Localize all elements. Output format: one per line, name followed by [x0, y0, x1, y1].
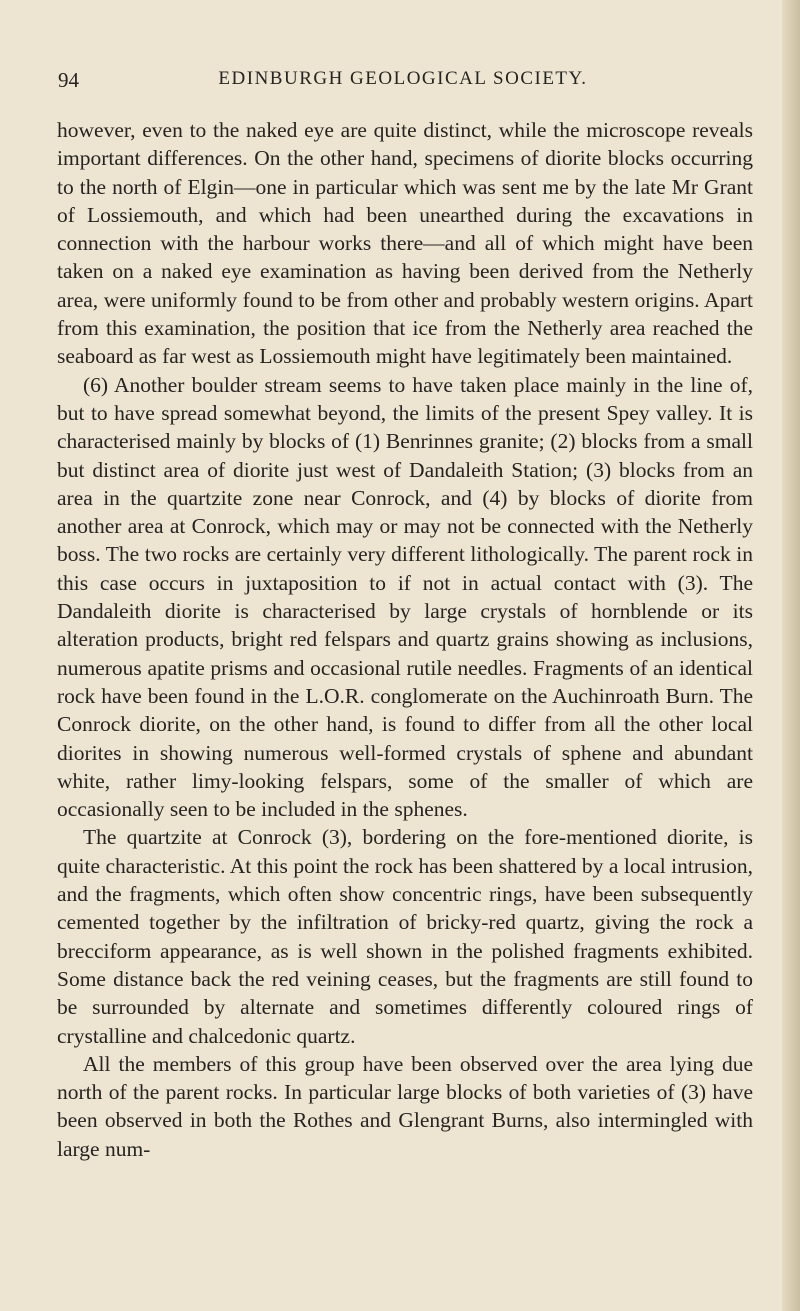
paragraph-quartzite: The quartzite at Conrock (3), bordering on the fore-mentioned diorite, is quite characteristic. At this point the rock has been shattered by a local intrusion, and the fragments, which often show concentric rings, have been subsequently cemented together by the infiltration of bricky-red quartz, giving the rock a brecciform appearance, as is well shown in the polished fragments exhibited. Some distance back the red veining ceases, but the fragments are still found to be surrounded by alternate and sometimes differently coloured rings of crystalline and chalcedonic quartz.	[57, 825, 753, 1048]
running-head: EDINBURGH GEOLOGICAL SOCIETY.	[218, 68, 588, 89]
body-text	[57, 116, 753, 1163]
page-header	[58, 68, 748, 98]
paragraph-group-members: All the members of this group have been observed over the area lying due north of the parent rocks. In particular large blocks of both varieties of (3) have been observed in both the Rothes and Glengrant Burns, also intermingled with large num-	[57, 1051, 753, 1161]
paragraph-continuation: however, even to the naked eye are quite distinct, while the microscope reveals important differences. On the other hand, specimens of diorite blocks occurring to the north of Elgin—one in particular which was sent me by the late Mr Grant of Lossiemouth, and which had been unearthed during the excavations in connection with the harbour works there—and all of which might have been taken on a naked eye examination as having been derived from the Netherly area, were uniformly found to be from other and probably western origins. Apart from this examination, the position that ice from the Netherly area reached the seaboard as far west as Lossiemouth might have legitimately been maintained.	[57, 118, 753, 369]
paragraph-boulder-stream: (6) Another boulder stream seems to have taken place mainly in the line of, but to have spread somewhat beyond, the limits of the present Spey valley. It is characterised mainly by blocks of (1) Benrinnes granite; (2) blocks from a small but distinct area of diorite just west of Dandaleith Station; (3) blocks from an area in the quartzite zone near Conrock, and (4) by blocks of diorite from another area at Conrock, which may or may not be connected with the Netherly boss. The two rocks are certainly very different lithologically. The parent rock in this case occurs in juxtaposition to if not in actual contact with (3). The Dandaleith diorite is characterised by large crystals of hornblende or its alteration products, bright red felspars and quartz grains showing as inclusions, numerous apatite prisms and occasional rutile needles. Fragments of an identical rock have been found in the L.O.R. conglomerate on the Auchinroath Burn. The Conrock diorite, on the other hand, is found to differ from all the other local diorites in showing numerous well-formed crystals of sphene and abundant white, rather limy-looking felspars, some of the smaller of which are occasionally seen to be included in the sphenes.	[57, 372, 753, 822]
page-number: 94	[58, 68, 79, 92]
page-edge-shadow	[782, 0, 800, 1311]
